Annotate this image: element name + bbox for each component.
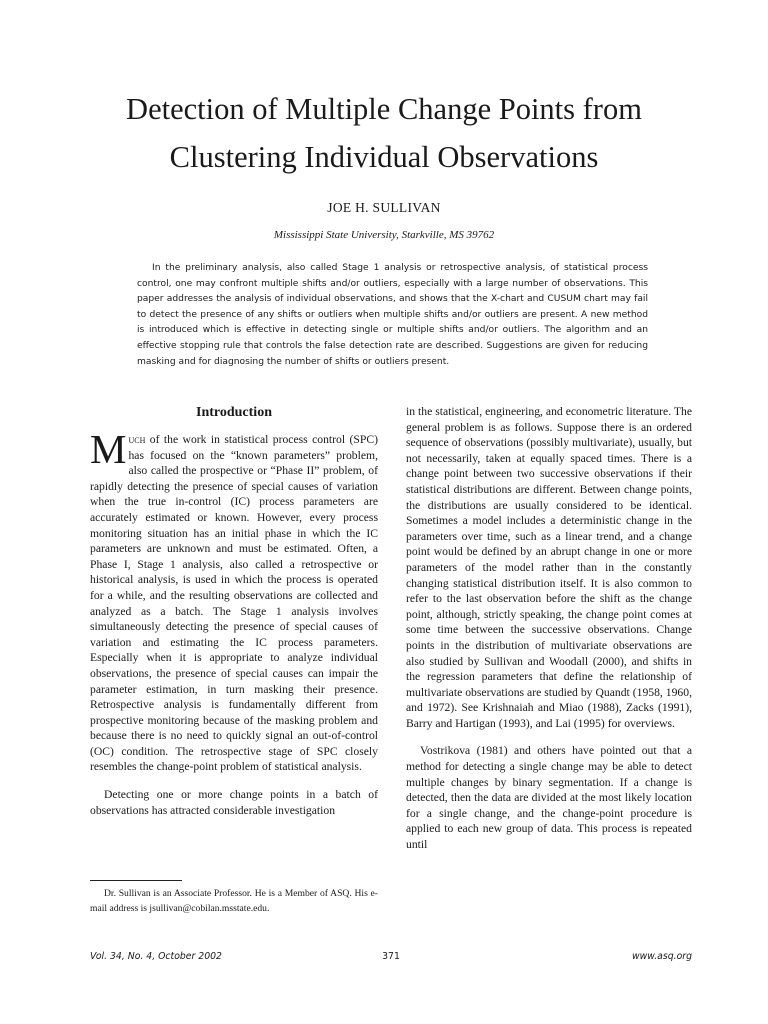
- lead-smallcaps: uch: [128, 433, 146, 446]
- author-affiliation: Mississippi State University, Starkville, MS 39762: [273, 229, 495, 241]
- paper-title: [0, 85, 768, 181]
- abstract-text: In the preliminary analysis, also called Stage 1 analysis or retrospective analysis, of statistical process control, one may confront multiple shifts and/or outliers, especially with a large number of observations. This paper addresses the analysis of individual observations, and shows that the X-chart and CUSUM chart may fail to detect the presence of any shifts or outliers when multiple shifts and/or outliers are present. A new method is introduced which is effective in detecting single or multiple shifts and/or outliers. The algorithm and an effective stopping rule that controls the false detection rate are described. Suggestions are given for reducing masking and for diagnosing the number of shifts or outliers present.: [137, 263, 648, 367]
- title-line-1: Detection of Multiple Change Points from: [126, 92, 642, 126]
- author-name: JOE H. SULLIVAN: [327, 200, 441, 215]
- intro-paragraph-1: [90, 426, 378, 775]
- right-paragraph-1: in the statistical, engineering, and econometric literature. The general problem is as follows. Suppose there is an ordered sequence of observations (possibly multivariate), usually, but not necessarily, taken at equally spaced times. There is a change point between two successive observations if their statistical distributions are different. Between change points, the distributions are usually considered to be identical. Sometimes a model includes a deterministic change in the parameters over time, such as a linear trend, and a change point would be defined by an abrupt change in one or more parameters of the model rather than in the constantly changing statistical distribution itself. It is also common to refer to the last observation before the shift as the change point, although, strictly speaking, the change point comes at some time between the successive observations. Change points in the distribution of multivariate observations are also studied by Sullivan and Woodall (2000), and shifts in the regression parameters that define the relationship of multivariate observations are studied by Quandt (1958, 1960, and 1972). See Krishnaiah and Miao (1988), Zacks (1991), Barry and Hartigan (1993), and Lai (1995) for overviews.: [406, 405, 692, 730]
- intro-paragraph-1-text: of the work in statistical process control (SPC) has focused on the “known parameters” problem, also called the prospective or “Phase II” problem, of rapidly detecting the presence of special causes of variation when the true in-control (IC) process parameters are accurately estimated or known. However, every process monitoring situation has an initial phase in which the IC parameters are unknown and must be estimated. Often, a Phase I, Stage 1 analysis, also called a retrospective or historical analysis, is used in which the process is operated for a while, and the resulting observations are collected and analyzed as a batch. The Stage 1 analysis involves simultaneously detecting the presence of special causes of variation and estimating the IC process parameters. Especially when it is appropriate to analyze individual observations, the presence of special causes can impair the parameter estimation, in turn masking their presence. Retrospective analysis is fundamentally different from prospective monitoring because of the masking problem and because there is no need to quickly signal an out-of-control (OC) condition. The retrospective stage of SPC closely resembles the change-point problem of statistical analysis.: [90, 433, 378, 774]
- section-heading-introduction: Introduction: [196, 405, 272, 420]
- journal-volume: Vol. 34, No. 4, October 2002: [90, 951, 222, 962]
- footnote-divider: [90, 880, 182, 881]
- left-column: [90, 404, 378, 818]
- right-paragraph-2: Vostrikova (1981) and others have pointed out that a method for detecting a single change may be able to detect multiple changes by binary segmentation. If a change is detected, then the data are divided at the most likely location for a single change, and the change-point procedure is applied to each new group of data. This process is repeated until: [406, 744, 692, 852]
- author-footnote: Dr. Sullivan is an Associate Professor. He is a Member of ASQ. His e-mail address is jsullivan@cobilan.msstate.edu.: [90, 888, 378, 914]
- journal-website: www.asq.org: [632, 951, 692, 962]
- intro-paragraph-2: Detecting one or more change points in a batch of observations has attracted considerable investigation: [90, 788, 378, 817]
- right-column: [406, 404, 692, 853]
- title-line-2: Clustering Individual Observations: [169, 140, 599, 174]
- page-number: 371: [382, 951, 400, 962]
- drop-cap: M: [90, 426, 127, 472]
- abstract: [137, 261, 648, 370]
